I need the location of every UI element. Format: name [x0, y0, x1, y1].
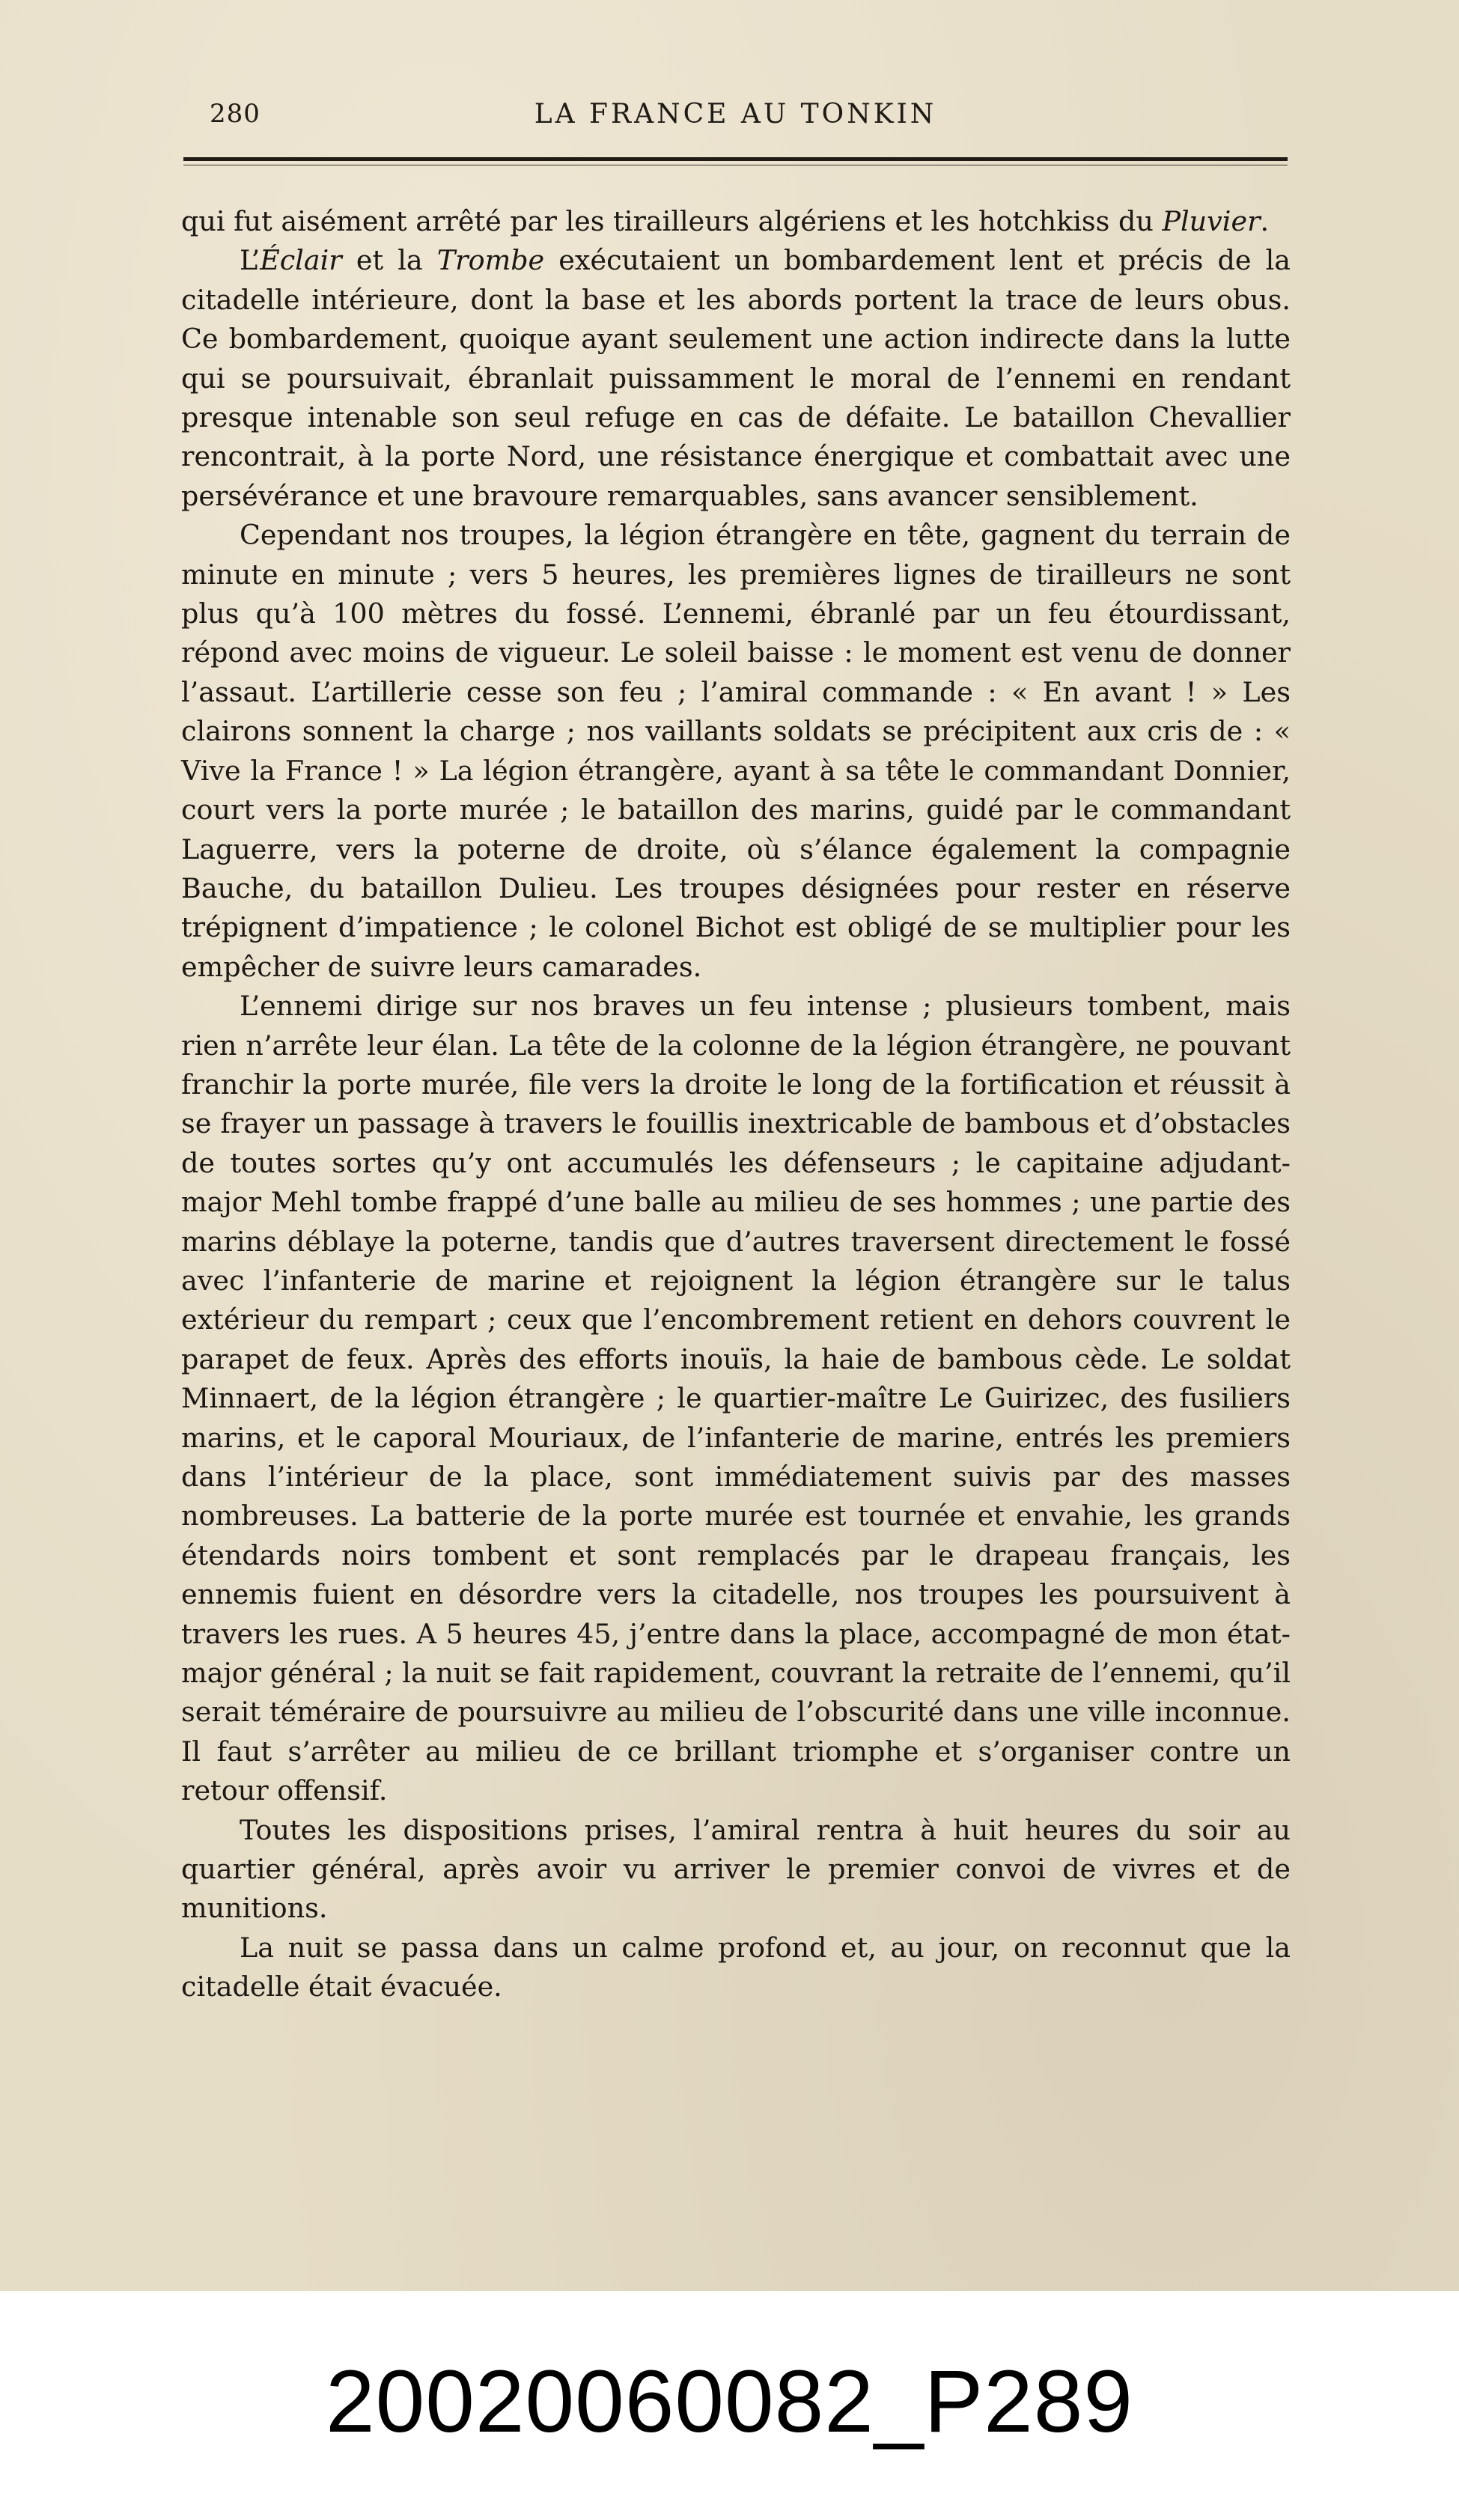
text-segment: qui fut aisément arrêté par les tirailleurs algériens et les hotchkiss du	[181, 205, 1163, 237]
paragraph-1	[181, 202, 1291, 241]
text-segment: .	[1260, 205, 1270, 237]
paragraph-2	[181, 241, 1291, 516]
scan-identifier: 20020060082_P289	[325, 2352, 1134, 2451]
paragraph-6	[181, 1929, 1291, 2007]
text-segment: exécutaient un bombardement lent et précis de la citadelle intérieure, dont la base et les abords portent la trace de leurs obus. Ce bombardement, quoique ayant seulement une action indirecte dans la lutte qui se poursuivait, ébranlait puissamment le moral de l’ennemi en rendant presque intenable son seul refuge en cas de défaite. Le bataillon Chevallier rencontrait, à la porte Nord, une résistance énergique et combattait avec une persévérance et une bravoure remarquables, sans avancer sensiblement.	[181, 244, 1291, 512]
italic-ship-name: Pluvier	[1162, 205, 1261, 237]
text-segment: L’ennemi dirige sur nos braves un feu intense ; plusieurs tombent, mais rien n’arrête leur élan. La tête de la colonne de la légion étrangère, ne pouvant franchir la porte murée, file vers la droite le long de la fortification et réussit à se frayer un passage à travers le fouillis inextricable de bambous et d’obstacles de toutes sortes qu’y ont accumulés les défenseurs ; le capitaine adjudant-major Mehl tombe frappé d’une balle au milieu de ses hommes ; une partie des marins déblaye la poterne, tandis que d’autres traversent directement le fossé avec l’infanterie de marine et rejoignent la légion étrangère sur le talus extérieur du rempart ; ceux que l’encombrement retient en dehors couvrent le parapet de feux. Après des efforts inouïs, la haie de bambous cède. Le soldat Minnaert, de la légion étrangère ; le quartier-maître Le Guirizec, des fusiliers marins, et le caporal Mouriaux, de l’infanterie de marine, entrés les premiers dans l’intérieur de la place, sont immédiatement suivis par des masses nombreuses. La batterie de la porte murée est tournée et envahie, les grands étendards noirs tombent et sont remplacés par le drapeau français, les ennemis fuient en désordre vers la citadelle, nos troupes les poursuivent à travers les rues. A 5 heures 45, j’entre dans la place, accompagné de mon état-major général ; la nuit se fait rapidement, couvrant la retraite de l’ennemi, qu’il serait téméraire de poursuivre au milieu de l’obscurité dans une ville inconnue. Il faut s’arrêter au milieu de ce brillant triomphe et s’organiser contre un retour offensif.	[181, 990, 1291, 1807]
running-title: LA FRANCE AU TONKIN	[534, 99, 937, 130]
text-segment: La nuit se passa dans un calme profond et, au jour, on reconnut que la citadelle était évacuée.	[181, 1931, 1291, 2003]
italic-ship-name: Éclair	[260, 244, 342, 277]
paragraph-5	[181, 1811, 1291, 1929]
paragraph-3	[181, 516, 1291, 987]
italic-ship-name: Trombe	[436, 244, 545, 277]
paragraph-4	[181, 987, 1291, 1811]
text-segment: Cependant nos troupes, la légion étrangère en tête, gagnent du terrain de minute en minute ; vers 5 heures, les premières lignes de tirailleurs ne sont plus qu’à 100 mètres du fossé. L’ennemi, ébranlé par un feu étourdissant, répond avec moins de vigueur. Le soleil baisse : le moment est venu de donner l’assaut. L’artillerie cesse son feu ; l’amiral commande : « En avant ! » Les clairons sonnent la charge ; nos vaillants soldats se précipitent aux cris de : « Vive la France ! » La légion étrangère, ayant à sa tête le commandant Donnier, court vers la porte murée ; le bataillon des marins, guidé par le commandant Laguerre, vers la poterne de droite, où s’élance également la compagnie Bauche, du bataillon Dulieu. Les troupes désignées pour rester en réserve trépignent d’impatience ; le colonel Bichot est obligé de se multiplier pour les empêcher de suivre leurs camarades.	[181, 519, 1291, 983]
body-text	[181, 202, 1291, 2007]
header-rule	[183, 157, 1288, 161]
page-number: 280	[210, 99, 261, 129]
text-segment: L’	[240, 244, 261, 277]
text-segment: et la	[341, 244, 437, 277]
page-header	[183, 99, 1288, 144]
text-segment: Toutes les dispositions prises, l’amiral rentra à huit heures du soir au quartier général, après avoir vu arriver le premier convoi de vivres et de munitions.	[181, 1813, 1291, 1925]
